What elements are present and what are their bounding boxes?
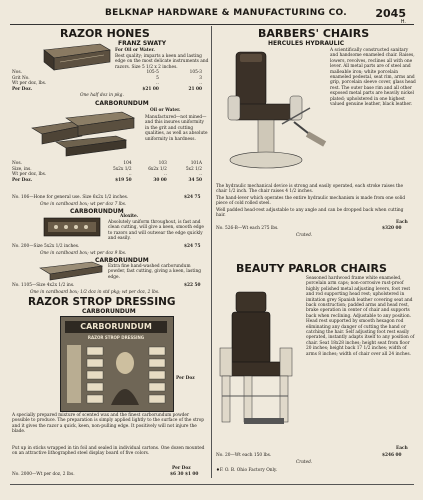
display-board-sign: CARBORUNDUM — [65, 321, 167, 333]
hone-106-pack: One in cardboard box; wt per doz 7 lbs. — [40, 202, 127, 207]
strop-board-per-doz: Per Doz — [176, 376, 195, 381]
beauty-chair-item: No. 20—Wt each 150 lbs. — [216, 453, 272, 458]
carborundum-powder-desc: Extra fine hand-washed carborundum powder, fast cutting, giving a keen, lasting edge. — [108, 264, 202, 280]
aloxite-hone-image — [42, 214, 104, 242]
hone-106-price: $24 75 — [184, 195, 201, 200]
display-board-subsign: RAZOR STROP DRESSING — [87, 335, 145, 340]
carborundum-hones-image — [26, 108, 142, 158]
beauty-chair-image — [214, 286, 306, 434]
hone-200-item: No. 200—Size 5x2x 1/2 inches. — [12, 244, 80, 249]
razor-hones-desc: Best quality; imparts a keen and lasting edge on the most delicate instruments and razors. Size 5 1/2 x 2 inches. — [115, 54, 209, 70]
razor-hones-title: RAZOR HONES — [60, 27, 150, 40]
beauty-chairs-desc: Seasoned hardwood frame white enameled, porcelain arm caps; non-corrosive rust-proof highly polished metal adjusting levers, foot rest and rod supporting head rest; upholstered in imitation grey Spanish leather covering seat and back construction; padded arms and head rest, brake operation in center of chair and supports back when reclining. Adjustable to any position. Head rest supported by smooth hexagon rod eliminating any danger of cutting the hand or catching the hair. Self adjusting foot rest easily operated, instantly adapts itself to any position of chair. Seat 18x28 inches; height seat from floor 20 inches; height back 17 1/2 inches; width of arms 8 inches; width of chair over all 24 inches. — [306, 276, 415, 357]
razor-hones-brand: FRANZ SWATY — [118, 40, 167, 47]
razor-hones-subtitle: For Oil or Water. — [115, 48, 155, 53]
hone-1105-price: $22 50 — [184, 283, 201, 288]
strop-dressing-brand: CARBORUNDUM — [82, 308, 136, 315]
footer-rule — [10, 484, 414, 485]
hone-1105-item: No. 1105—Size 4x2x 1/2 ins. — [12, 283, 75, 288]
company-name: BELKNAP HARDWARE & MANUFACTURING CO. — [105, 8, 348, 18]
hone-106-item: No. 106—Hone for general use. Size 6x2x 1/2 inches. — [12, 195, 129, 200]
razor-hones-table: Nos. 105-5 105-3 Grit No. 5 3 Wt per doz, lbs. .. .. Per Doz. $21 00 21 00 — [12, 70, 203, 92]
hone-box-image — [40, 40, 112, 72]
aloxite-subtitle: Aloxite. — [120, 214, 139, 219]
page-sub: H. — [400, 19, 406, 25]
footer-note: ♦F. O. B. Ohio Factory Only. — [216, 468, 278, 473]
barbers-chairs-desc2: The hydraulic mechanical device is strong and easily operated, each stroke raises the chair 1/2 inch. The chair raises 4 1/2 inches. — [216, 184, 404, 195]
carborundum-stick-image — [38, 260, 104, 282]
carborundum-heading-2: CARBORUNDUM — [70, 208, 124, 215]
strop-item: No. 2000—Wt per doz, 2 lbs. — [12, 472, 75, 477]
hone-200-price: $24 75 — [184, 244, 201, 249]
page-number: 2045 — [375, 7, 406, 20]
beauty-chairs-title: BEAUTY PARLOR CHAIRS — [236, 262, 387, 275]
carborundum-heading-3: CARBORUNDUM — [95, 257, 149, 264]
barber-chair-image — [214, 48, 330, 180]
strop-dressing-desc: A specially prepared mixture of scented wax and the finest carborundum powder possible to produce. The preparation is simply applied lightly to the surface of the strop and it gives the razor a quick, keen, non-pulling edge. It positively will not injure the blade. — [12, 413, 205, 435]
strop-dressing-desc2: Put up in sticks wrapped in tin foil and sealed in individual cartons. One dozen mounted on an attractive lithographed steel display board of five colors. — [12, 446, 205, 457]
column-divider — [211, 26, 212, 478]
barber-chair-each: Each — [396, 220, 408, 225]
barber-chair-crated: Crated. — [296, 233, 313, 238]
beauty-chair-each: Each — [396, 446, 408, 451]
aloxite-desc: Absolutely uniform throughout, is fast and clean cutting, will give a keen, smooth edge to razors and will outwear the edge quickly and easily. — [108, 220, 204, 242]
carborundum-heading: CARBORUNDUM — [95, 100, 149, 107]
display-board-art — [65, 343, 169, 407]
razor-hones-note: One half doz in pkg. — [80, 93, 124, 98]
barbers-chairs-desc4: Well padded head-rest adjustable to any angle and can be dropped back when cutting hair. — [216, 208, 404, 219]
strop-display-board — [60, 316, 174, 412]
hone-1105-pack: One in cardboard box; 1/2 doz in std pkg; wt per doz, 2 lbs. — [30, 290, 160, 295]
barber-chair-item: No. 526-B—Wt each 275 lbs. — [216, 226, 279, 231]
beauty-chair-crated: Crated. — [296, 460, 313, 465]
strop-price-label: Per Doz — [172, 466, 191, 471]
carborundum-subtitle: Oil or Water. — [150, 108, 181, 113]
barbers-chairs-desc3: The hand-lever which operates the entire hydraulic mechanism is made from one solid piece of cold rolled steel. — [216, 196, 406, 207]
page-header — [10, 6, 414, 25]
strop-price: $6 30 $1 00 — [170, 472, 199, 477]
strop-dressing-title: RAZOR STROP DRESSING — [28, 296, 176, 308]
barbers-chairs-subtitle: HERCULES HYDRAULIC — [268, 40, 345, 47]
barbers-chairs-title: BARBERS' CHAIRS — [258, 27, 370, 40]
beauty-chair-price: $246 00 — [382, 453, 402, 458]
hone-200-pack: One in cardboard box; wt per doz 9 lbs. — [40, 251, 127, 256]
barber-chair-price: $320 00 — [382, 226, 402, 231]
carborundum-desc: Manufactured—not mined—and this insures uniformity in the grit and cutting qualities, as well as absolute uniformity in hardness. — [145, 115, 208, 142]
carborundum-table: Nos. 104 103 101A Size, ins. 5x2x 1/2 6x2x 1/2 5x2 1/2 Wt per doz, lbs. .. .. .. Per Doz. $19 50 30 00 34 50 — [12, 161, 202, 183]
barbers-chairs-desc: A scientifically constructed sanitary and handsome enameled chair. Raises, lowers, revolves, reclines all with one lever. All metal parts are of steel and malleable iron; white porcelain enameled pedestal, seat rim, arms and grip, porcelain sleeve cover, glass head rest. The outer base rim and all other exposed metal parts are heavily nickel plated; upholstered in one highest valued genuine leather, black leather. — [330, 48, 416, 108]
